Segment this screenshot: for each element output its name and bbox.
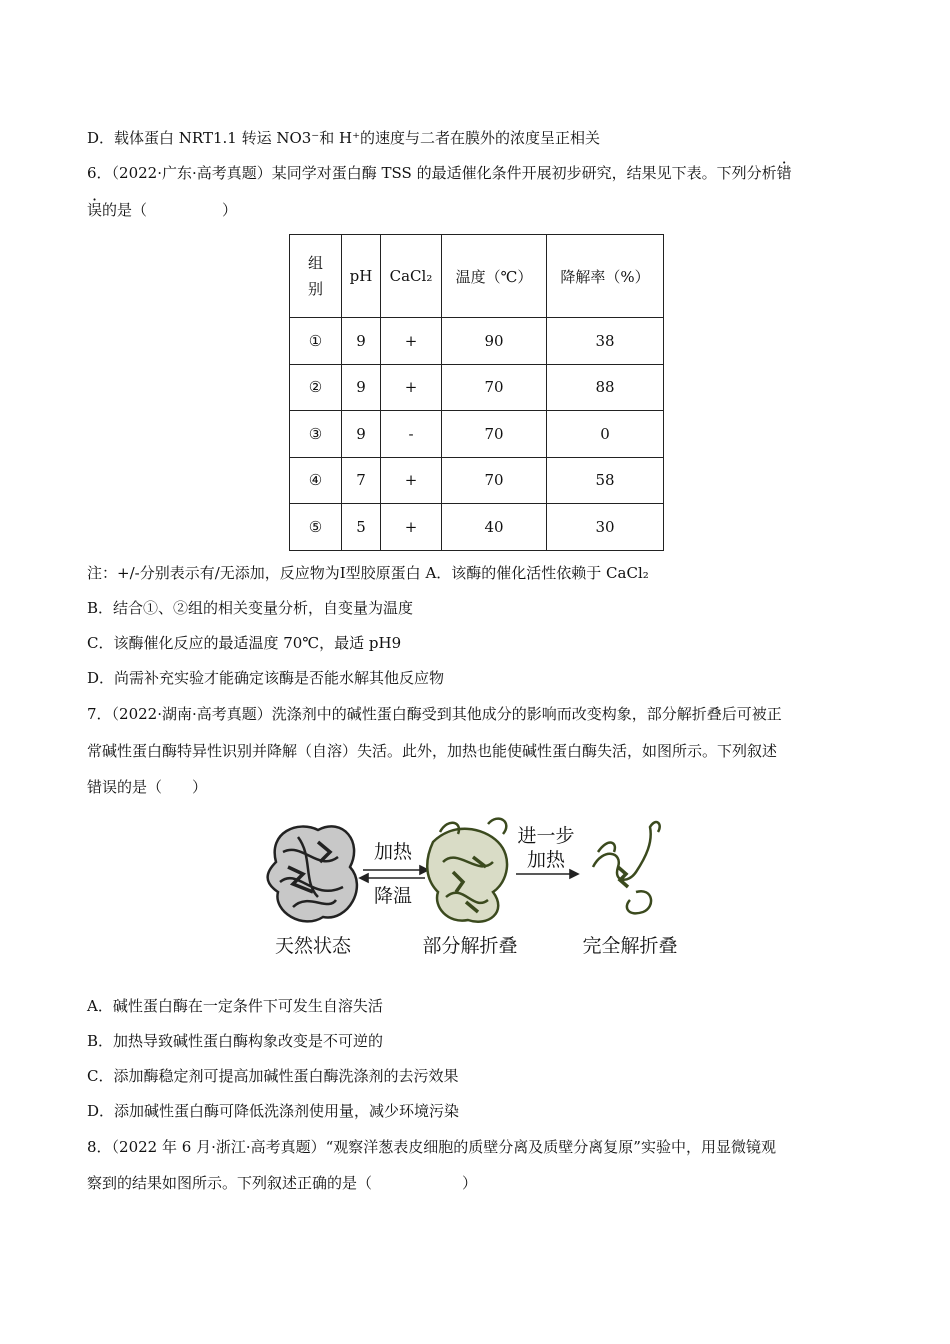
state1-label: 天然状态 [274,935,352,957]
cell: ⑤ [290,504,342,551]
table-row [290,364,664,411]
q6-number: 6． [87,164,112,182]
cell: 9 [342,411,381,458]
cell: 70 [442,411,547,458]
cell: 5 [342,504,381,551]
cell: 7 [342,457,381,504]
cell: 9 [342,318,381,365]
cell: ① [290,318,342,365]
fully-unfolded-protein-icon [593,822,660,913]
cell: + [381,457,442,504]
q8-stem-line1: 8．（2022 年 6 月·浙江·高考真题）“观察洋葱表皮细胞的质壁分离及质壁分离复原”实验中，用显微镜观 [87,1138,776,1156]
table-row [290,457,664,504]
q7-option-b: B．加热导致碱性蛋白酶构象改变是不可逆的 [87,1032,384,1050]
cell: 9 [342,364,381,411]
q6-stem-part2: 的是（ ） [102,201,238,219]
cell: 0 [547,411,664,458]
table-header-row [290,235,664,318]
cell: + [381,504,442,551]
cell: ② [290,364,342,411]
q6-stem-line2 [87,199,237,221]
q7-option-c: C．添加酶稳定剂可提高加碱性蛋白酶洗涤剂的去污效果 [87,1067,459,1085]
q6-emphasis-char-1: 错 [776,164,792,182]
q7-stem-line1: 7．（2022·湖南·高考真题）洗涤剂中的碱性蛋白酶受到其他成分的影响而改变构象，部分解折叠后可被正 [87,705,782,723]
arrow2-bottom-label: 加热 [526,849,566,871]
q6-option-d: D．尚需补充实验才能确定该酶是否能水解其他反应物 [87,669,445,687]
state3-label: 完全解折叠 [582,935,678,957]
q6-note: 注：+/-分别表示有/无添加，反应物为Ⅰ型胶原蛋白 A．该酶的催化活性依赖于 CaCl₂ [87,564,649,582]
q8-stem-line2: 察到的结果如图所示。下列叙述正确的是（ ） [87,1174,478,1192]
table-row [290,504,664,551]
header-ph: pH [342,235,381,318]
q6-data-table [289,234,664,551]
q6-stem-line1 [87,162,792,184]
further-heating-arrow-icon [516,870,578,878]
arrow1-top-label: 加热 [373,841,413,863]
cell: 38 [547,318,664,365]
header-degradation-rate: 降解率（%） [547,235,664,318]
cell: 70 [442,364,547,411]
arrow1-bottom-label: 降温 [373,885,413,907]
q7-stem-line3: 错误的是（ ） [87,778,208,796]
header-cacl2: CaCl₂ [381,235,442,318]
q7-option-a: A．碱性蛋白酶在一定条件下可发生自溶失活 [87,997,383,1015]
q7-stem-line2: 常碱性蛋白酶特异性识别并降解（自溶）失活。此外，加热也能使碱性蛋白酶失活，如图所示。下列叙述 [87,742,778,760]
header-group-1: 组 [307,254,323,272]
cell: 30 [547,504,664,551]
q6-emphasis-char-2: 误 [87,201,103,219]
cell: ③ [290,411,342,458]
cell: - [381,411,442,458]
cell: + [381,318,442,365]
cell: 88 [547,364,664,411]
cell: 40 [442,504,547,551]
table-row [290,318,664,365]
q5-option-d: D．载体蛋白 NRT1.1 转运 NO3⁻和 H⁺的速度与二者在膜外的浓度呈正相关 [87,129,600,147]
q7-protein-unfolding-figure [258,812,694,962]
header-temperature: 温度（℃） [442,235,547,318]
q7-option-d: D．添加碱性蛋白酶可降低洗涤剂使用量，减少环境污染 [87,1102,460,1120]
header-group [290,235,342,318]
native-protein-icon [268,826,357,921]
q6-option-c: C．该酶催化反应的最适温度 70℃，最适 pH9 [87,634,402,652]
cell: + [381,364,442,411]
q6-source: （2022·广东·高考真题） [111,164,272,182]
q6-option-b: B．结合①、②组的相关变量分析，自变量为温度 [87,599,414,617]
cell: 70 [442,457,547,504]
reversible-arrow-icon [360,866,428,882]
header-group-2: 别 [307,280,323,298]
cell: 90 [442,318,547,365]
q6-stem-part1: 某同学对蛋白酶 TSS 的最适催化条件开展初步研究，结果见下表。下列分析 [271,164,777,182]
cell: ④ [290,457,342,504]
arrow2-top-label: 进一步 [517,825,575,847]
table-row [290,411,664,458]
state2-label: 部分解折叠 [422,935,518,957]
partial-unfolded-protein-icon [427,819,507,922]
cell: 58 [547,457,664,504]
